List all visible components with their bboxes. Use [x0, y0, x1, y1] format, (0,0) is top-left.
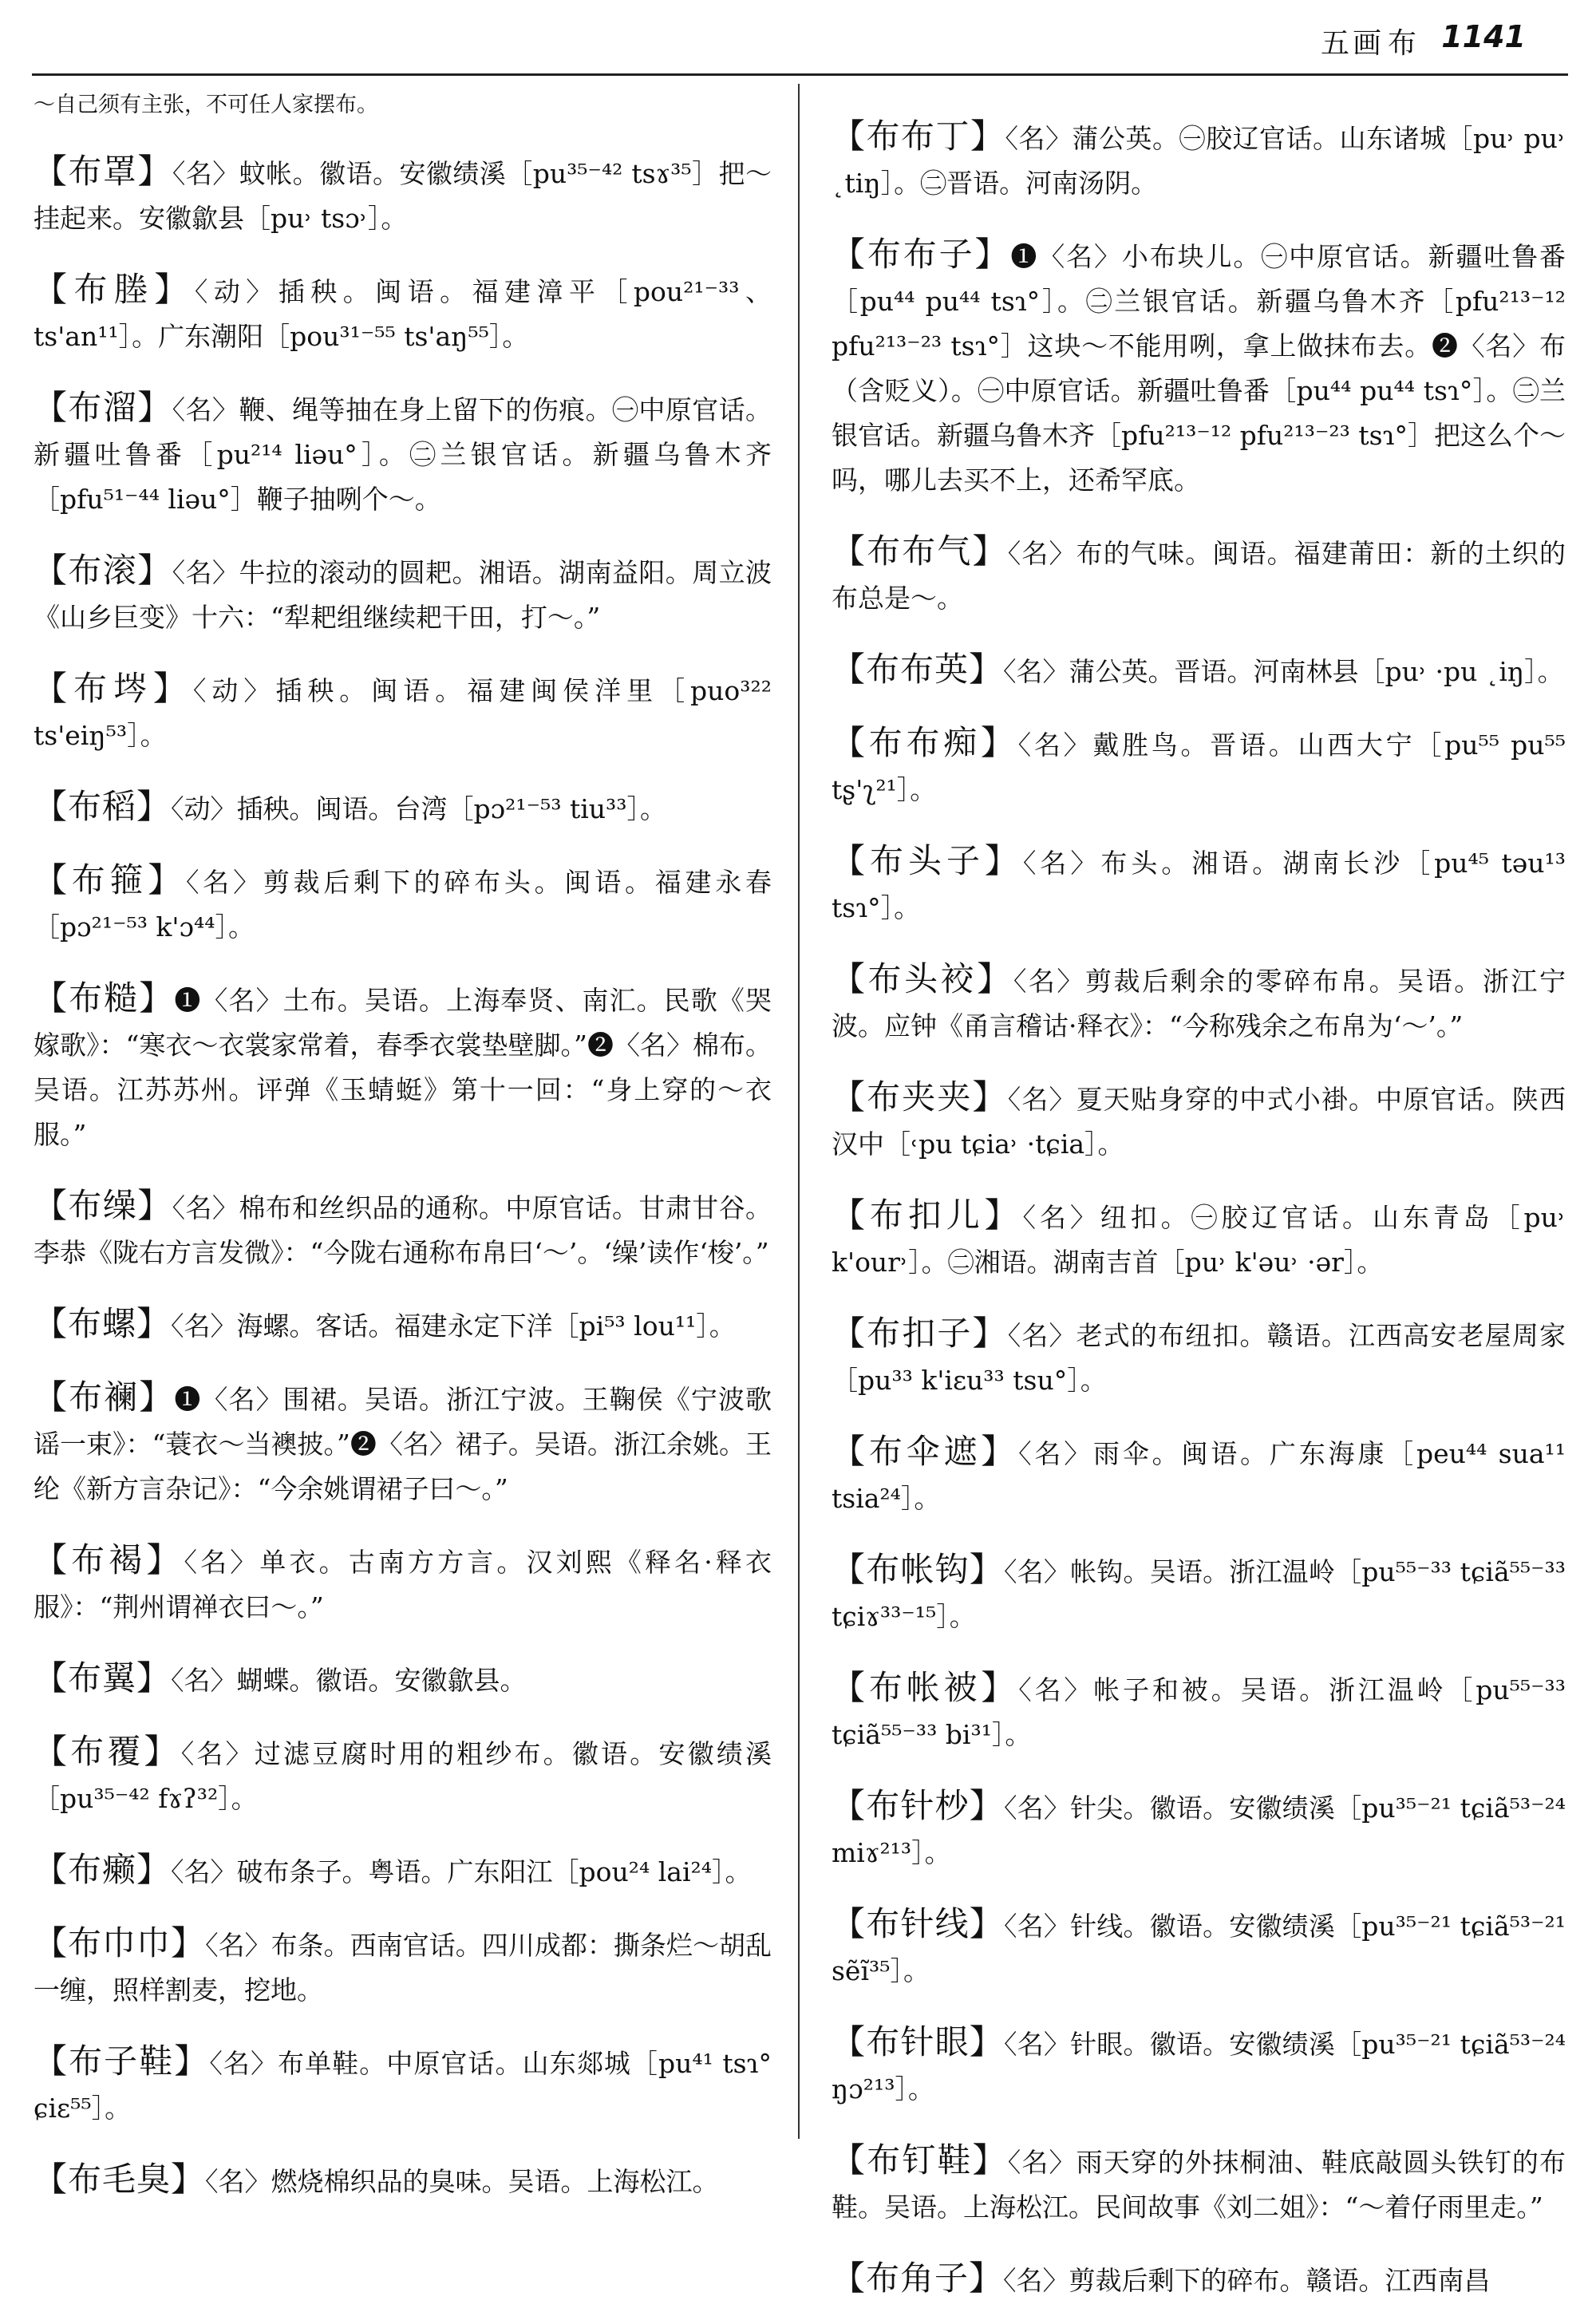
entry-headword: 【布罩】 [34, 152, 172, 191]
dictionary-entry [34, 385, 772, 522]
dictionary-entry [34, 1921, 772, 2013]
entry-definition: 〈名〉过滤豆腐时用的粗纱布。徽语。安徽绩溪［pu³⁵⁻⁴² fɤʔ³²］。 [34, 1738, 772, 1814]
entry-headword: 【布夹夹】 [832, 1077, 1008, 1117]
entry-headword: 【布针线】 [832, 1904, 1004, 1943]
dictionary-entry [34, 1538, 772, 1630]
entry-definition: 〈名〉牛拉的滚动的圆耙。湘语。湖南益阳。周立波《山乡巨变》十六：“犁耙组继续耙干田，打～。” [34, 557, 772, 633]
entry-headword: 【布褐】 [34, 1540, 184, 1579]
right-column [832, 88, 1566, 2316]
section-char: 布 [1387, 27, 1416, 60]
dictionary-entry [832, 2138, 1566, 2230]
dictionary-entry [832, 1429, 1566, 1521]
dictionary-entry [832, 114, 1566, 206]
dictionary-entry [832, 647, 1566, 694]
dictionary-entry [34, 149, 772, 241]
entry-definition: 〈名〉夏天贴身穿的中式小褂。中原官话。陕西汉中［˓pu tɕia˒ ·tɕia］。 [832, 1084, 1566, 1160]
entry-definition: 〈名〉棉布和丝织品的通称。中原官话。甘肃甘谷。李恭《陇右方言发微》：“今陇右通称布帛曰‘～’。‘缲’读作‘梭’。” [34, 1192, 772, 1268]
dictionary-entry [832, 1547, 1566, 1639]
dictionary-entry [34, 1375, 772, 1512]
entry-headword: 【布毛臭】 [34, 2160, 206, 2199]
entry-headword: 【布翼】 [34, 1658, 172, 1697]
dictionary-entry [34, 267, 772, 359]
entry-definition: 〈名〉鞭、绳等抽在身上留下的伤痕。㊀中原官话。新疆吐鲁番［pu²¹⁴ liəu°］。㊁兰银官话。新疆乌鲁木齐［pfu⁵¹⁻⁴⁴ liəu°］鞭子抽咧个～。 [34, 394, 772, 515]
dictionary-entry [34, 1848, 772, 1895]
dictionary-entry [34, 1302, 772, 1349]
dictionary-entry [832, 1902, 1566, 1994]
entry-definition: 〈名〉蒲公英。㊀胶辽官话。山东诸城［pu˒ pu˒ ˛tiŋ］。㊁晋语。河南汤阴。 [832, 123, 1566, 199]
dictionary-entry [832, 839, 1566, 931]
dictionary-entry [34, 2157, 772, 2204]
entry-headword: 【布头䘨】 [832, 959, 1013, 998]
entry-headword: 【布巾巾】 [34, 1923, 206, 1962]
entry-headword: 【布塍】 [34, 270, 195, 309]
entry-definition: 〈名〉针尖。徽语。安徽绩溪［pu³⁵⁻²¹ tɕiã⁵³⁻²⁴ miɤ²¹³］。 [832, 1792, 1566, 1868]
entry-headword: 【布扣子】 [832, 1314, 1008, 1353]
page-header [0, 18, 1596, 65]
entry-definition: 〈名〉布头。湘语。湖南长沙［pu⁴⁵ təu¹³ tsɿ°］。 [832, 848, 1566, 923]
entry-headword: 【布箍】 [34, 860, 187, 899]
entry-headword: 【布帐被】 [832, 1668, 1019, 1707]
entry-headword: 【布布气】 [832, 532, 1008, 571]
entry-definition: ❶〈名〉小布块儿。㊀中原官话。新疆吐鲁番［pu⁴⁴ pu⁴⁴ tsɿ°］。㊁兰银官话。新疆乌鲁木齐［pfu²¹³⁻¹² pfu²¹³⁻²³ tsɿ°］这块～不能用咧，拿上做抹布去。❷〈名〉布（含贬义）。㊀中原官话。新疆吐鲁番［pu⁴⁴ pu⁴⁴ tsɿ°］。㊁兰银官话。新疆乌鲁木齐［pfu²¹³⁻¹² pfu²¹³⁻²³ tsɿ°］把这么个～吗，哪儿去买不上，还希罕底。 [832, 241, 1566, 496]
entry-headword: 【布襕】 [34, 1377, 175, 1417]
entry-definition: 〈名〉蝴蝶。徽语。安徽歙县。 [171, 1665, 527, 1696]
entry-definition: ❶〈名〉围裙。吴语。浙江宁波。王鞠侯《宁波歌谣一束》：“蓑衣～当襖披。”❷〈名〉裙子。吴语。浙江余姚。王纶《新方言杂记》：“今余姚谓裙子曰～。” [34, 1384, 772, 1504]
entry-definition: 〈名〉老式的布纽扣。赣语。江西高安老屋周家［pu³³ k'iɛu³³ tsu°］。 [832, 1320, 1566, 1396]
dictionary-entry [832, 529, 1566, 621]
entry-definition: 〈名〉帐子和被。吴语。浙江温岭［pu⁵⁵⁻³³ tɕiã⁵⁵⁻³³ bi³¹］。 [832, 1674, 1566, 1750]
dictionary-entry [832, 1666, 1566, 1757]
entry-headword: 【布伞遮】 [832, 1432, 1019, 1471]
dictionary-entry [34, 548, 772, 640]
entry-headword: 【布钉鞋】 [832, 2140, 1008, 2180]
entry-headword: 【布稻】 [34, 787, 172, 826]
entry-definition: 〈名〉纽扣。㊀胶辽官话。山东青岛［pu˒ k'our˒］。㊁湘语。湖南吉首［pu˒ k'əu˒ ·ər］。 [832, 1202, 1566, 1278]
entry-headword: 【布覆】 [34, 1732, 181, 1771]
entry-definition: 〈名〉布单鞋。中原官话。山东郯城［pu⁴¹ tsɿ° ɕiɛ⁵⁵］。 [34, 2048, 772, 2124]
entry-definition: 〈名〉破布条子。粤语。广东阳江［pou²⁴ lai²⁴］。 [171, 1856, 752, 1887]
section-label: 五画 [1320, 27, 1385, 60]
entry-definition: 〈动〉插秧。闽语。福建漳平［pou²¹⁻³³、ts'an¹¹］。广东潮阳［pou³¹⁻⁵⁵ ts'aŋ⁵⁵］。 [34, 276, 772, 352]
dictionary-entry [34, 2039, 772, 2131]
dictionary-entry [832, 721, 1566, 812]
dictionary-entry [832, 2256, 1566, 2303]
page-number: 1141 [1441, 19, 1526, 54]
entry-headword: 【布布子】 [832, 235, 1011, 274]
dictionary-entry [832, 1311, 1566, 1403]
entry-definition: 〈名〉剪裁后剩下的碎布头。闽语。福建永春［pɔ²¹⁻⁵³ k'ɔ⁴⁴］。 [34, 867, 772, 943]
entry-definition: 〈动〉插秧。闽语。福建闽侯洋里［puo³²² ts'eiŋ⁵³］。 [34, 675, 772, 751]
dictionary-entry [832, 1075, 1566, 1167]
entry-definition: 〈动〉插秧。闽语。台湾［pɔ²¹⁻⁵³ tiu³³］。 [171, 793, 666, 824]
entry-definition: 〈名〉雨伞。闽语。广东海康［peu⁴⁴ sua¹¹ tsia²⁴］。 [832, 1438, 1566, 1514]
entry-headword: 【布头子】 [832, 841, 1023, 880]
entry-definition: 〈名〉剪裁后剩余的零碎布帛。吴语。浙江宁波。应钟《甬言稽诂·释衣》：“今称残余之布帛为‘～’。” [832, 966, 1566, 1041]
entry-headword: 【布布英】 [832, 650, 1004, 689]
entry-headword: 【布缲】 [34, 1186, 172, 1225]
entry-headword: 【布布痴】 [832, 723, 1018, 762]
dictionary-entry [34, 666, 772, 758]
entry-definition: 〈名〉蚊帐。徽语。安徽绩溪［pu³⁵⁻⁴² tsɤ³⁵］把～挂起来。安徽歙县［pu˒ tsɔ˒］。 [34, 158, 772, 234]
dictionary-entry [34, 785, 772, 832]
entry-headword: 【布针眼】 [832, 2022, 1004, 2061]
entry-definition: 〈名〉雨天穿的外抹桐油、鞋底敲圆头铁钉的布鞋。吴语。上海松江。民间故事《刘二姐》：“～着仔雨里走。” [832, 2147, 1566, 2223]
dictionary-entry [34, 1656, 772, 1703]
entry-definition: 〈名〉帐钩。吴语。浙江温岭［pu⁵⁵⁻³³ tɕiã⁵⁵⁻³³ tɕiɤ³³⁻¹⁵］。 [832, 1556, 1566, 1632]
entry-definition: 〈名〉布的气味。闽语。福建莆田：新的土织的布总是～。 [832, 538, 1566, 614]
entry-headword: 【布角子】 [832, 2259, 1004, 2298]
entry-headword: 【布布丁】 [832, 117, 1005, 156]
entry-headword: 【布癞】 [34, 1850, 172, 1889]
entry-definition: 〈名〉燃烧棉织品的臭味。吴语。上海松江。 [205, 2166, 719, 2197]
dictionary-entry [832, 232, 1566, 503]
entry-definition: 〈名〉蒲公英。晋语。河南林县［pu˒ ·pu ˛iŋ］。 [1003, 656, 1564, 687]
entry-headword: 【布子鞋】 [34, 2041, 210, 2081]
dictionary-entry [34, 976, 772, 1157]
entry-headword: 【布溜】 [34, 388, 172, 427]
dictionary-entry [832, 957, 1566, 1049]
entry-headword: 【布针杪】 [832, 1786, 1004, 1825]
entry-headword: 【布糙】 [34, 978, 175, 1018]
continuation-text: ～自己须有主张，不可任人家摆布。 [34, 93, 378, 117]
header-rule [32, 73, 1568, 76]
entry-definition: ❶〈名〉土布。吴语。上海奉贤、南汇。民歌《哭嫁歌》：“寒衣～衣裳家常着，春季衣裳垫壁脚。”❷〈名〉棉布。吴语。江苏苏州。评弹《玉蜻蜓》第十一回：“身上穿的～衣服。” [34, 985, 772, 1150]
dictionary-entry [34, 1729, 772, 1821]
dictionary-entry [34, 1184, 772, 1275]
entry-headword: 【布帐钩】 [832, 1550, 1004, 1589]
entry-definition: 〈名〉海螺。客话。福建永定下洋［pi⁵³ lou¹¹］。 [171, 1310, 736, 1342]
entry-definition: 〈名〉布条。西南官话。四川成都：撕条烂～胡乱一缠，照样割麦，挖地。 [34, 1930, 772, 2006]
entry-headword: 【布埁】 [34, 669, 193, 708]
column-divider [798, 84, 800, 2139]
dictionary-entry [832, 1784, 1566, 1875]
dictionary-entry [832, 2020, 1566, 2112]
entry-headword: 【布滚】 [34, 551, 172, 590]
entry-definition: 〈名〉戴胜鸟。晋语。山西大宁［pu⁵⁵ pu⁵⁵ tʂ'ʅ²¹］。 [832, 729, 1566, 805]
entry-headword: 【布扣儿】 [832, 1196, 1023, 1235]
entry-definition: 〈名〉针线。徽语。安徽绩溪［pu³⁵⁻²¹ tɕiã⁵³⁻²¹ sẽĩ³⁵］。 [832, 1911, 1566, 1986]
dictionary-entry [34, 858, 772, 950]
entry-definition: 〈名〉单衣。古南方方言。汉刘熙《释名·释衣服》：“荆州谓禅衣曰～。” [34, 1547, 772, 1622]
dictionary-entry [832, 1193, 1566, 1285]
entry-headword: 【布螺】 [34, 1304, 172, 1343]
left-entry-list [34, 149, 772, 2204]
entry-definition: 〈名〉剪裁后剩下的碎布。赣语。江西南昌 [1003, 2265, 1491, 2296]
entry-definition: 〈名〉针眼。徽语。安徽绩溪［pu³⁵⁻²¹ tɕiã⁵³⁻²⁴ ŋɔ²¹³］。 [832, 2029, 1566, 2105]
left-column [34, 88, 772, 2217]
right-entry-list [832, 114, 1566, 2303]
